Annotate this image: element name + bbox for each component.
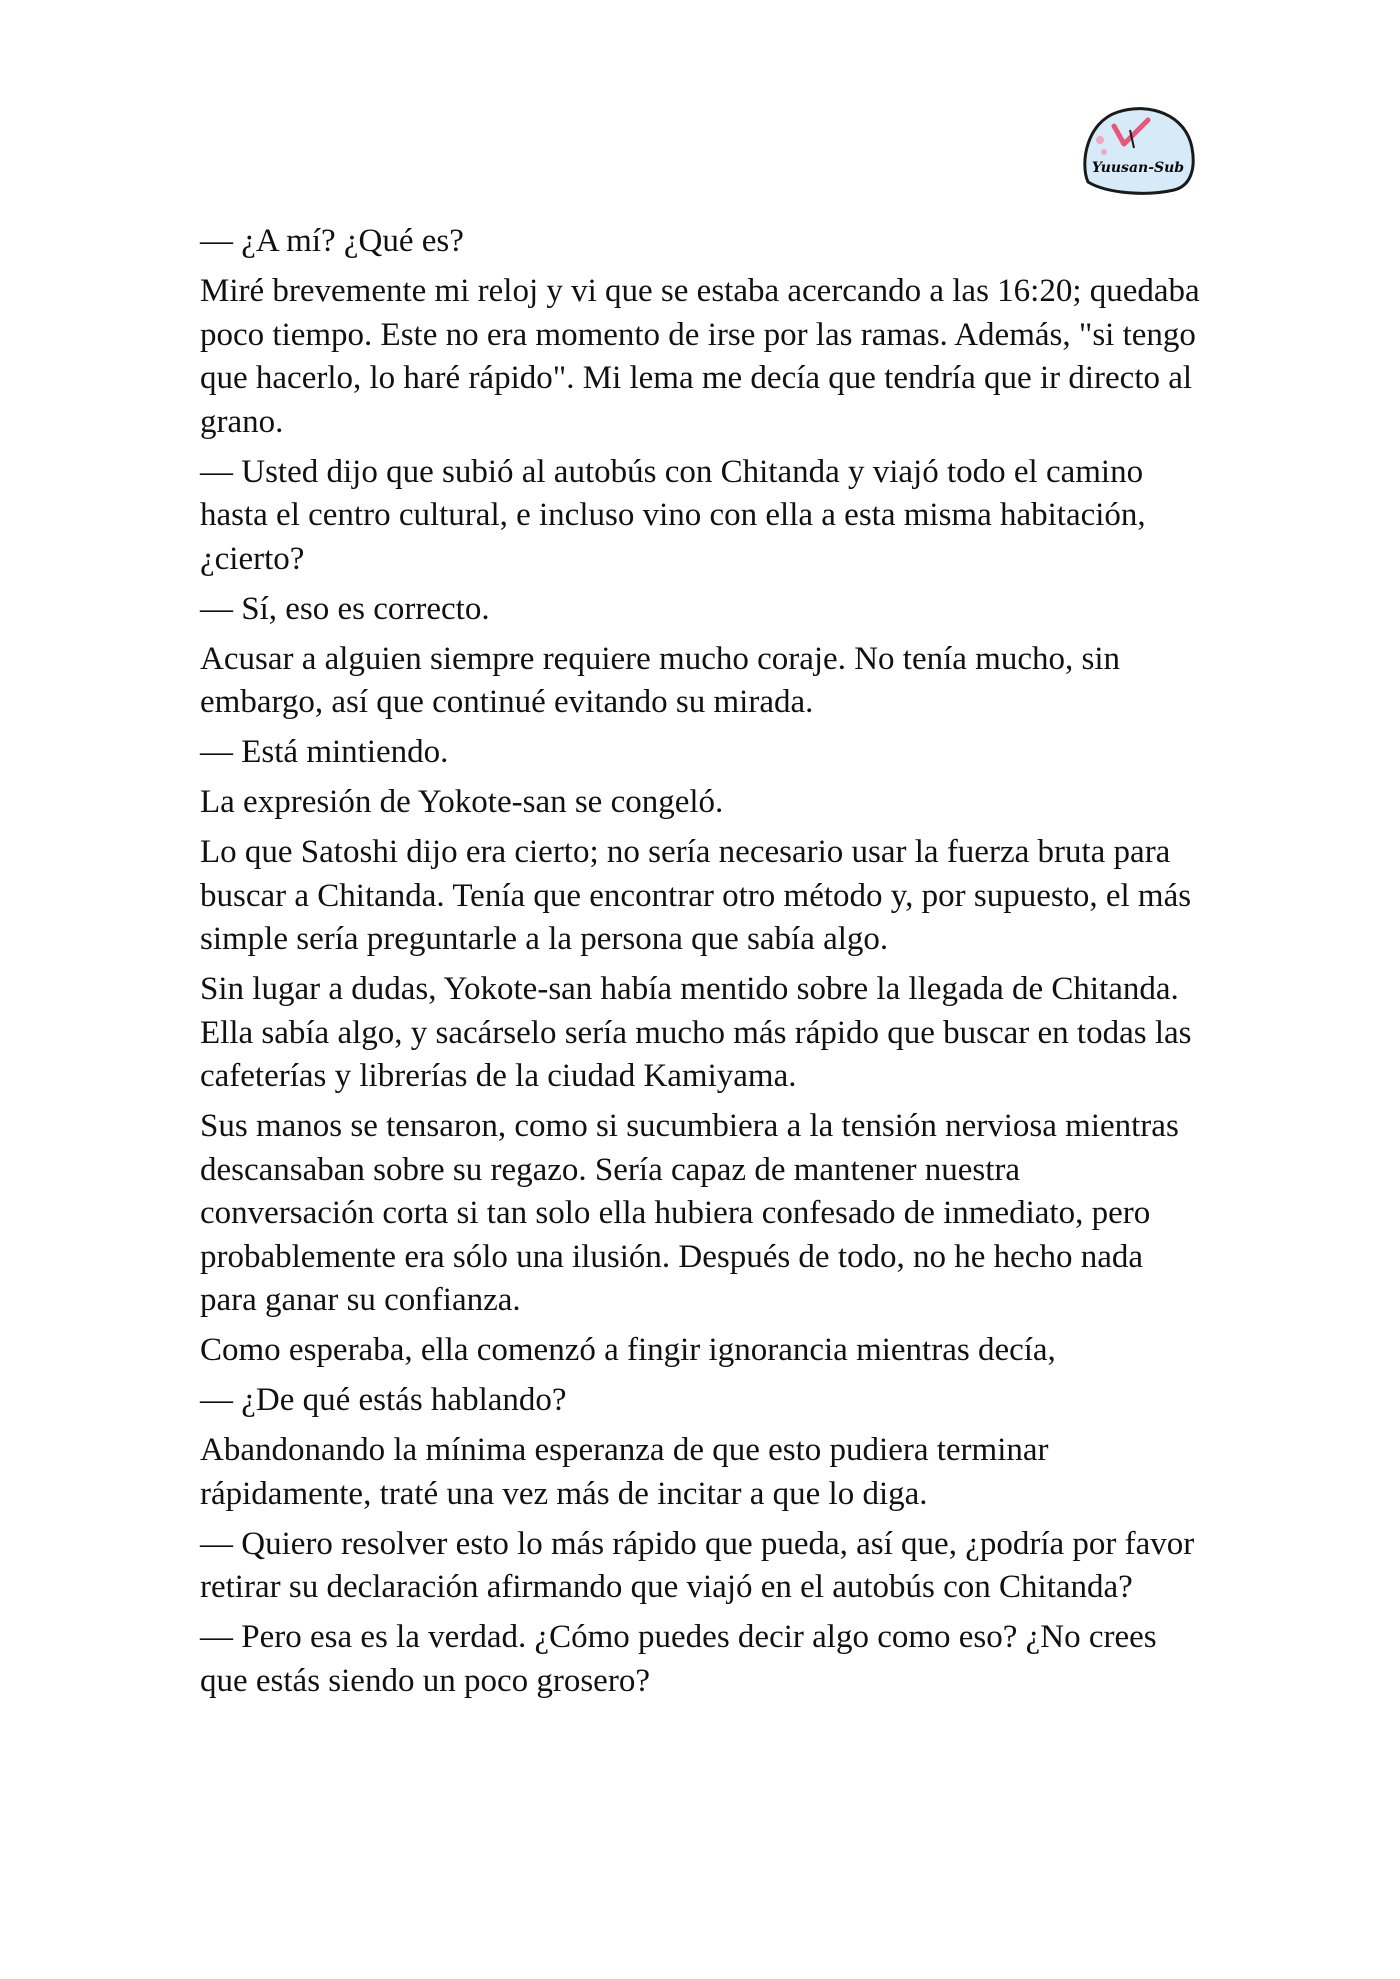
paragraph: — Está mintiendo.: [200, 734, 449, 770]
paragraph: Abandonando la mínima esperanza de que esto pudiera terminar rápidamente, traté una vez más de incitar a que lo diga.: [200, 1432, 1049, 1512]
yuusan-sub-logo: [1078, 104, 1196, 196]
paragraph: — Pero esa es la verdad. ¿Cómo puedes decir algo como eso? ¿No crees que estás siendo un poco grosero?: [200, 1619, 1157, 1699]
paragraph: — Usted dijo que subió al autobús con Chitanda y viajó todo el camino hasta el centro cultural, e incluso vino con ella a esta misma habitación, ¿cierto?: [200, 453, 1146, 577]
paragraph: — Quiero resolver esto lo más rápido que pueda, así que, ¿podría por favor retirar su declaración afirmando que viajó en el autobús con Chitanda?: [200, 1525, 1195, 1605]
paragraph: Sin lugar a dudas, Yokote-san había mentido sobre la llegada de Chitanda. Ella sabía algo, y sacárselo sería mucho más rápido que buscar en todas las cafeterías y librerías de la ciudad Kamiyama.: [200, 971, 1192, 1094]
body-text: [200, 220, 1200, 1710]
paragraph: Como esperaba, ella comenzó a fingir ignorancia mientras decía,: [200, 1332, 1056, 1368]
paragraph: Acusar a alguien siempre requiere mucho coraje. No tenía mucho, sin embargo, así que continué evitando su mirada.: [200, 640, 1120, 720]
paragraph: Lo que Satoshi dijo era cierto; no sería necesario usar la fuerza bruta para buscar a Chitanda. Tenía que encontrar otro método y, por supuesto, el más simple sería preguntarle a la persona que sabía algo.: [200, 834, 1192, 957]
paragraph: — ¿De qué estás hablando?: [200, 1382, 567, 1418]
paragraph: Miré brevemente mi reloj y vi que se estaba acercando a las 16:20; quedaba poco tiempo. Este no era momento de irse por las ramas. Además, "si tengo que hacerlo, lo haré rápido". Mi lema me decía que tendría que ir directo al grano.: [200, 273, 1200, 440]
paragraph: — ¿A mí? ¿Qué es?: [200, 223, 464, 259]
paragraph: — Sí, eso es correcto.: [200, 590, 490, 627]
paragraph: Sus manos se tensaron, como si sucumbiera a la tensión nerviosa mientras descansaban sobre su regazo. Sería capaz de mantener nuestra conversación corta si tan solo ella hubiera confesado de inmediato, pero probablemente era sólo una ilusión. Después de todo, no he hecho nada para ganar su confianza.: [200, 1108, 1179, 1318]
paragraph: La expresión de Yokote-san se congeló.: [200, 784, 724, 820]
logo-text: Yuusan-Sub: [1091, 160, 1185, 176]
